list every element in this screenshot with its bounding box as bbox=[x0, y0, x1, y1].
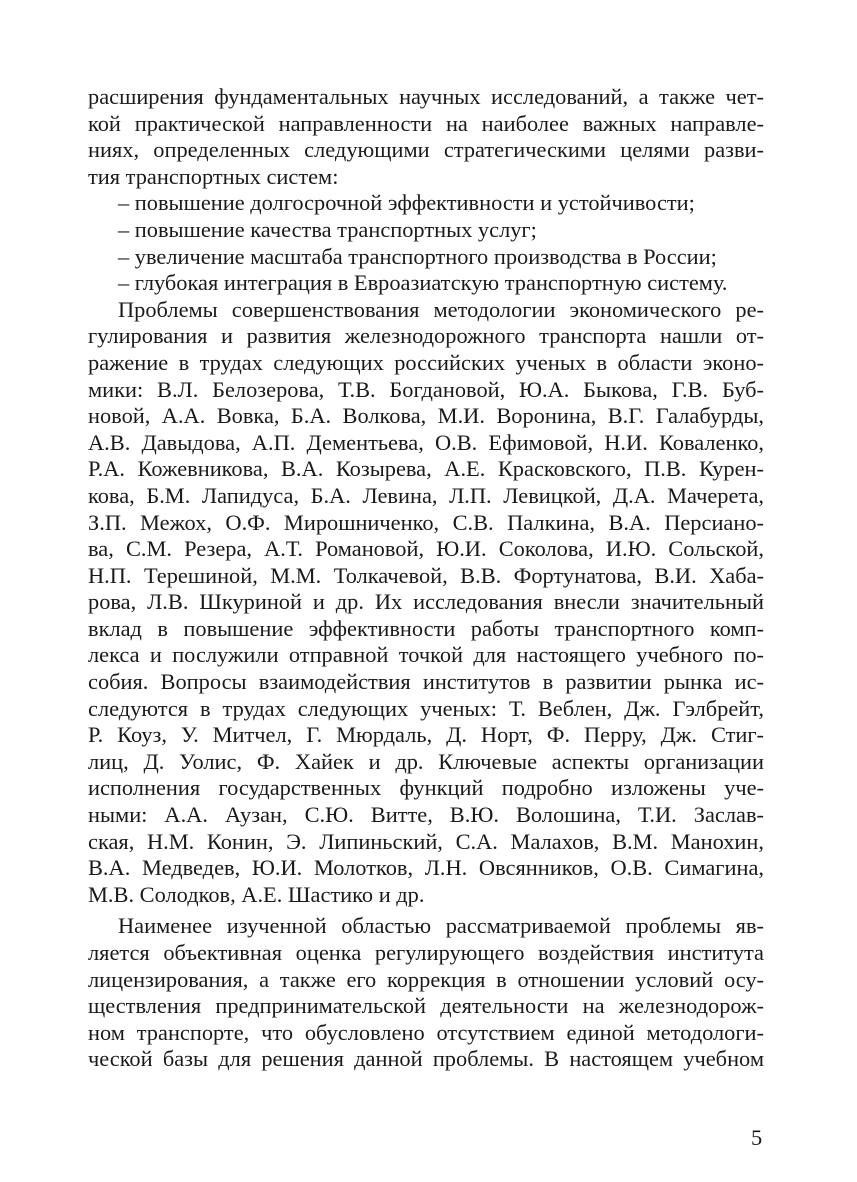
text-line: В.А. Медведев, Ю.И. Молотков, Л.Н. Овсянников, О.В. Симагина, bbox=[88, 855, 764, 881]
page-body bbox=[88, 84, 764, 1073]
text-line: ляется объективная оценка регулирующего воздействия института bbox=[88, 940, 764, 965]
list-item: – повышение долгосрочной эффективности и устойчивости; bbox=[118, 190, 695, 216]
text-line: следуются в трудах следующих ученых: Т. Веблен, Дж. Гэлбрейт, bbox=[88, 695, 764, 721]
list-item: – повышение качества транспортных услуг; bbox=[118, 216, 537, 242]
paragraph-2 bbox=[88, 297, 764, 909]
text-line: М.В. Солодков, А.Е. Шастико и др. bbox=[88, 881, 425, 907]
text-line: гулирования и развития железнодорожного транспорта нашли от- bbox=[88, 323, 764, 349]
text-line: ными: А.А. Аузан, С.Ю. Витте, В.Ю. Волошина, Т.И. Заслав- bbox=[88, 802, 764, 828]
text-line: лиц, Д. Уолис, Ф. Хайек и др. Ключевые аспекты организации bbox=[88, 748, 764, 774]
text-line: ражение в трудах следующих российских ученых в области эконо- bbox=[88, 349, 764, 375]
text-line: З.П. Межох, О.Ф. Мирошниченко, С.В. Палкина, В.А. Персиано- bbox=[88, 509, 764, 535]
text-line: ном транспорте, что обусловлено отсутствием единой методологи- bbox=[88, 1019, 764, 1045]
text-line: ществления предпринимательской деятельности на железнодорож- bbox=[88, 993, 764, 1019]
text-line: ва, С.М. Резера, А.Т. Романовой, Ю.И. Соколова, И.Ю. Сольской, bbox=[88, 536, 764, 562]
text-line: Проблемы совершенствования методологии экономического ре- bbox=[118, 296, 764, 322]
text-line: А.В. Давыдова, А.П. Дементьева, О.В. Ефимовой, Н.И. Коваленко, bbox=[88, 429, 764, 455]
text-line: расширения фундаментальных научных исследований, а также чет- bbox=[88, 84, 764, 109]
text-line: ская, Н.М. Конин, Э. Липиньский, С.А. Малахов, В.М. Манохин, bbox=[88, 828, 764, 854]
text-line: кова, Б.М. Лапидуса, Б.А. Левина, Л.П. Левицкой, Д.А. Мачерета, bbox=[88, 482, 764, 508]
text-line: Н.П. Терешиной, М.М. Толкачевой, В.В. Фортунатова, В.И. Хаба- bbox=[88, 562, 764, 588]
list-item: – глубокая интеграция в Евроазиатскую транспортную систему. bbox=[118, 270, 728, 296]
text-line: исполнения государственных функций подробно изложены уче- bbox=[88, 775, 764, 801]
text-line: Р.А. Кожевникова, В.А. Козырева, А.Е. Красковского, П.В. Курен- bbox=[88, 456, 764, 482]
text-line: тия транспортных систем: bbox=[88, 163, 339, 189]
bullet-list bbox=[88, 190, 764, 296]
text-line: мики: В.Л. Белозерова, Т.В. Богдановой, Ю.А. Быкова, Г.В. Буб- bbox=[88, 376, 764, 402]
text-line: вклад в повышение эффективности работы транспортного комп- bbox=[88, 615, 764, 641]
text-line: ниях, определенных следующими стратегическими целями разви- bbox=[88, 137, 764, 163]
text-line: новой, А.А. Вовка, Б.А. Волкова, М.И. Воронина, В.Г. Галабурды, bbox=[88, 403, 764, 429]
list-item: – увеличение масштаба транспортного производства в России; bbox=[118, 243, 717, 269]
text-line: кой практической направленности на наиболее важных направле- bbox=[88, 110, 764, 136]
text-line: лицензирования, а также его коррекция в отношении условий осу- bbox=[88, 966, 764, 992]
text-line: собия. Вопросы взаимодействия институтов в развитии рынка ис- bbox=[88, 669, 764, 695]
text-line: Р. Коуз, У. Митчел, Г. Мюрдаль, Д. Норт, Ф. Перру, Дж. Стиг- bbox=[88, 722, 764, 748]
text-line: Наименее изученной областью рассматриваемой проблемы яв- bbox=[118, 913, 764, 939]
paragraph-1 bbox=[88, 84, 764, 190]
text-line: рова, Л.В. Шкуриной и др. Их исследования внесли значительный bbox=[88, 589, 764, 615]
page-number: 5 bbox=[751, 1125, 763, 1150]
text-line: ческой базы для решения данной проблемы. В настоящем учебном bbox=[88, 1046, 764, 1072]
paragraph-3 bbox=[88, 913, 764, 1073]
text-line: лекса и послужили отправной точкой для настоящего учебного по- bbox=[88, 642, 764, 668]
